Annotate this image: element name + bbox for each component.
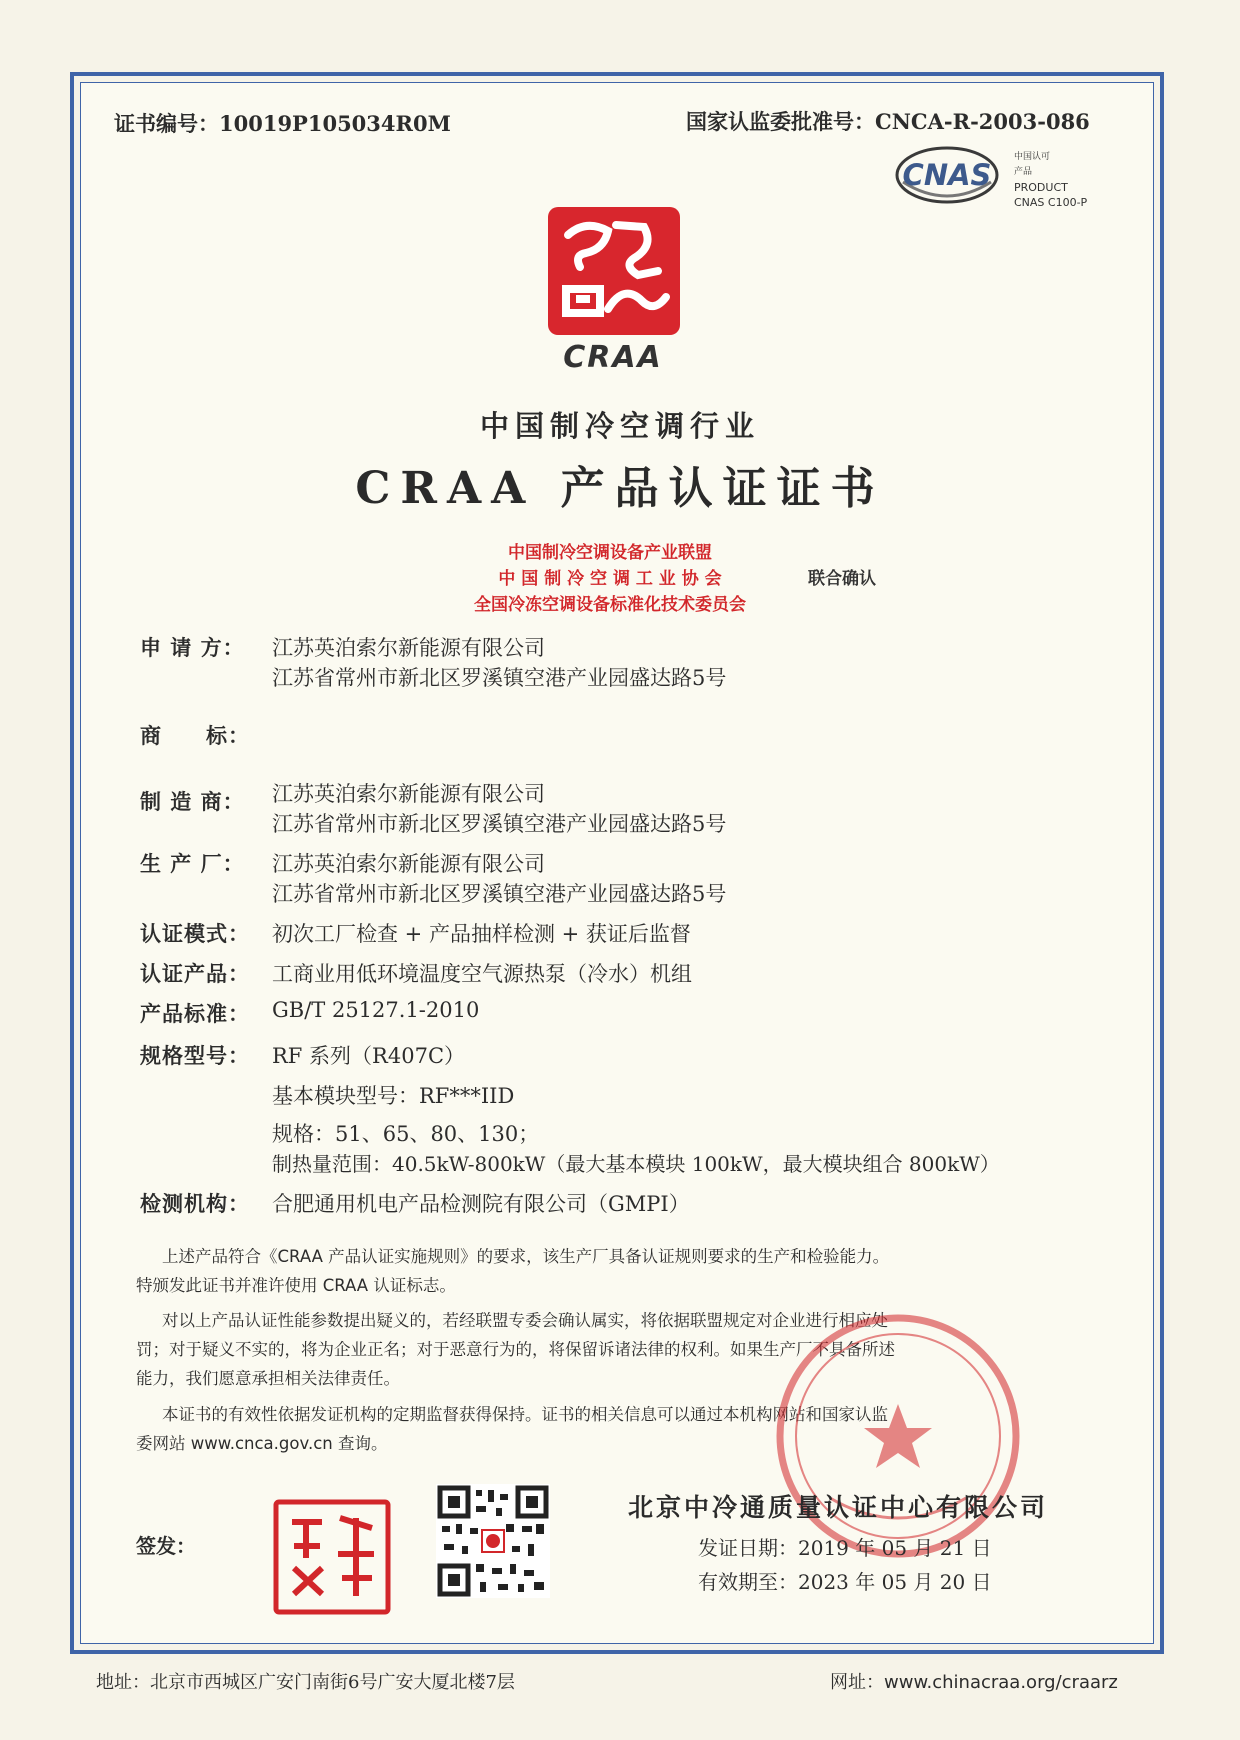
paragraph-2-line-c: 能力，我们愿意承担相关法律责任。: [136, 1369, 400, 1388]
signature-label: 签发：: [136, 1534, 196, 1558]
paragraph-3-line-b: 委网站 www.cnca.gov.cn 查询。: [136, 1434, 388, 1453]
org-alliance: 中国制冷空调设备产业联盟: [508, 543, 712, 563]
footer-address: 地址：北京市西城区广安门南街6号广安大厦北楼7层: [96, 1672, 515, 1693]
craa-logo-word: CRAA: [563, 340, 663, 375]
cnas-line1: 中国认可: [1014, 152, 1051, 162]
product-label: 认证产品：: [140, 961, 250, 986]
model-value: RF 系列（R407C）: [272, 1044, 466, 1068]
factory-address: 江苏省常州市新北区罗溪镇空港产业园盛达路5号: [272, 882, 727, 906]
cnas-badge-text: CNAS: [902, 158, 992, 192]
applicant-name: 江苏英泊索尔新能源有限公司: [272, 636, 545, 660]
cnas-logo-icon: [893, 144, 1001, 206]
manufacturer-label: 制 造 商：: [140, 789, 245, 814]
certificate-number: 证书编号：10019P105034R0M: [114, 111, 451, 136]
joint-confirm: 联合确认: [808, 569, 876, 589]
product-value: 工商业用低环境温度空气源热泵（冷水）机组: [272, 962, 692, 986]
trademark-label: 商 标：: [140, 723, 250, 748]
paragraph-1-line-a: 上述产品符合《CRAA 产品认证实施规则》的要求，该生产厂具备认证规则要求的生产和检验能力。: [162, 1247, 890, 1266]
org-committee: 全国冷冻空调设备标准化技术委员会: [474, 595, 746, 615]
lab-value: 合肥通用机电产品检测院有限公司（GMPI）: [272, 1192, 690, 1216]
lab-label: 检测机构：: [140, 1191, 250, 1216]
paragraph-2-line-a: 对以上产品认证性能参数提出疑义的，若经联盟专委会确认属实，将依据联盟规定对企业进行相应处: [162, 1311, 888, 1330]
factory-label: 生 产 厂：: [140, 851, 245, 876]
valid-until: 有效期至：2023 年 05 月 20 日: [698, 1570, 992, 1594]
cnas-line4: CNAS C100-P: [1014, 196, 1088, 209]
paragraph-1: [136, 1242, 1116, 1300]
qr-code-icon[interactable]: [436, 1484, 550, 1598]
mode-value: 初次工厂检查 + 产品抽样检测 + 获证后监督: [272, 922, 691, 946]
issue-date: 发证日期：2019 年 05 月 21 日: [698, 1536, 992, 1560]
certificate-title: CRAA 产品认证证书: [355, 463, 885, 514]
model-label: 规格型号：: [140, 1043, 250, 1068]
cnas-line2: 产品: [1014, 167, 1033, 177]
model-spec: 规格：51、65、80、130；: [272, 1122, 540, 1146]
signature-square-seal-icon: [272, 1498, 392, 1616]
issuer-name: 北京中冷通质量认证中心有限公司: [628, 1493, 1049, 1522]
cnas-caption: [1014, 150, 1087, 210]
craa-logo-icon: [546, 205, 682, 337]
paragraph-2-line-b: 罚；对于疑义不实的，将为企业正名；对于恶意行为的，将保留诉诸法律的权利。如果生产厂不具备所述: [136, 1340, 895, 1359]
org-association: 中 国 制 冷 空 调 工 业 协 会: [498, 569, 722, 589]
paragraph-3-line-a: 本证书的有效性依据发证机构的定期监督获得保持。证书的相关信息可以通过本机构网站和国家认监: [162, 1405, 888, 1424]
applicant-label: 申 请 方：: [140, 635, 245, 660]
certificate-subtitle: 中国制冷空调行业: [479, 409, 760, 443]
model-base: 基本模块型号：RF***IID: [272, 1084, 515, 1108]
standard-label: 产品标准：: [140, 1001, 250, 1026]
official-round-seal-icon: [770, 1308, 1026, 1564]
applicant-address: 江苏省常州市新北区罗溪镇空港产业园盛达路5号: [272, 666, 727, 690]
manufacturer-address: 江苏省常州市新北区罗溪镇空港产业园盛达路5号: [272, 812, 727, 836]
mode-label: 认证模式：: [140, 921, 250, 946]
paragraph-1-line-b: 特颁发此证书并准许使用 CRAA 认证标志。: [136, 1276, 456, 1295]
model-range: 制热量范围：40.5kW-800kW（最大基本模块 100kW，最大模块组合 800kW）: [272, 1152, 1000, 1176]
manufacturer-name: 江苏英泊索尔新能源有限公司: [272, 782, 545, 806]
standard-value: GB/T 25127.1-2010: [272, 998, 480, 1022]
factory-name: 江苏英泊索尔新能源有限公司: [272, 852, 545, 876]
footer-website[interactable]: 网址：www.chinacraa.org/craarz: [830, 1672, 1118, 1693]
approval-number: 国家认监委批准号：CNCA-R-2003-086: [686, 109, 1090, 134]
cnas-line3: PRODUCT: [1014, 181, 1068, 194]
